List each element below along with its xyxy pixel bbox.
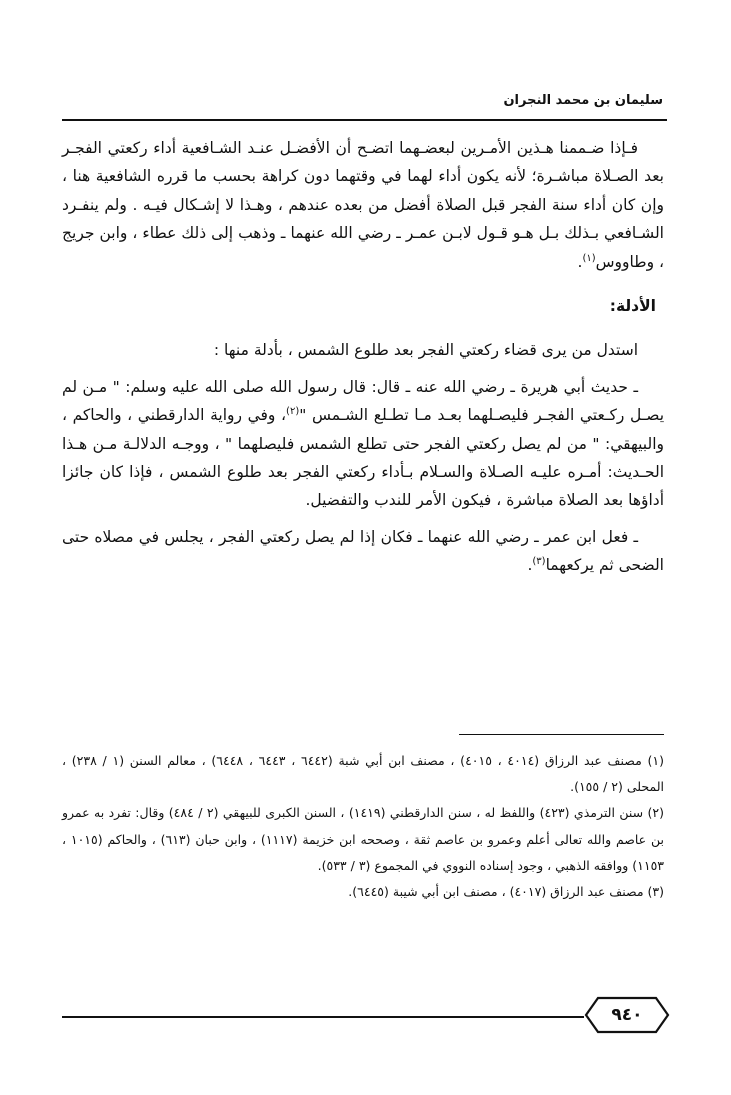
page-number: ٩٤٠ [611, 1005, 643, 1025]
paragraph-end: . [527, 556, 533, 575]
section-heading-evidence: الأدلة: [609, 297, 656, 316]
header-divider [62, 119, 667, 121]
footnote-ref-3: (٣) [532, 556, 546, 568]
paragraph-evidence-intro: استدل من يرى قضاء ركعتي الفجر بعد طلوع الشمس ، بأدلة منها : [213, 341, 638, 360]
paragraph-text: ـ حديث أبي هريرة ـ رضي الله عنه ـ قال: قال رسول الله صلى الله عليه وسلم: " مـن لم يصـل ركـعتي الفجـر فليصـلهما بعـد مـا تطـلع الشـمس " [62, 377, 665, 425]
main-text [62, 134, 664, 580]
footnote-ref-1: (١) [582, 252, 596, 264]
footnote-3: (٣) مصنف عبد الرزاق (٤٠١٧) ، مصنف ابن أبي شيبة (٦٤٤٥). [348, 884, 664, 900]
paragraph-ibn-umar-action [62, 523, 664, 580]
paragraph-shafii-view [62, 134, 664, 276]
paragraph-end: . [577, 252, 583, 271]
paragraph-text: ـ فعل ابن عمر ـ رضي الله عنهما ـ فكان إذا لم يصل ركعتي الفجر ، يجلس في مصلاه حتى الضحى ثم يركعهما [62, 527, 664, 575]
paragraph-text: فـإذا ضـممنا هـذين الأمـرين لبعضـهما اتضـح أن الأفضـل عنـد الشـافعية أداء ركعتي الفجـر بعد الصـلاة مباشـرة؛ لأنه يكون أداء لهما في وقتهما دون كراهة بحسب ما قرره الشافعية هنا ، وإن كان أداء سنة الفجر قبل الصلاة أفضل من بعده عندهم ، وهـذا لا إشـكال فيـه . ولم ينفـرد الشـافعي بـذلك بـل هـو قـول لابـن عمـر ـ رضي الله عنهما ـ وذهب إلى ذلك عطاء ، وابن جريج ، وطاووس [62, 139, 664, 271]
footer-divider [62, 1016, 584, 1018]
paragraph-hadith-abu-hurayra [62, 373, 664, 515]
page-number-badge [584, 996, 670, 1034]
running-header-author: سليمان بن محمد النجران [503, 93, 663, 108]
footnote-separator [459, 734, 664, 735]
footnotes [62, 748, 664, 905]
paragraph-text-continued: ، وفي رواية الدارقطني ، والحاكم ، والبيهقي: " من لم يصل ركعتي الفجر حتى تطلع الشمس فليصلهما " ، ووجـه الدلالـة مـن هـذا الحـديث: أمـره عليـه الصـلاة والسـلام بـأداء ركعتي الفجر بعد طلوع الشمس ، فإذا كان جائزا أداؤها بعد الصلاة مباشرة ، فيكون الأمر للندب والتفضيل. [62, 406, 664, 510]
footnote-2: (٢) سنن الترمذي (٤٢٣) واللفظ له ، سنن الدارقطني (١٤١٩) ، السنن الكبرى للبيهقي (٢ / ٤٨٤) وقال: تفرد به عمرو بن عاصم والله تعالى أعلم وعمرو بن عاصم ثقة ، وصححه ابن خزيمة (١١١٧) ، وابن حبان (٦١٣) ، والحاكم (١٠١٥ ، ١١٥٣) ووافقه الذهبي ، وجود إسناده النووي في المجموع (٣ / ٥٣٣). [62, 805, 664, 873]
footnote-1: (١) مصنف عبد الرزاق (٤٠١٤ ، ٤٠١٥) ، مصنف ابن أبي شبة (٦٤٤٢ ، ٦٤٤٣ ، ٦٤٤٨) ، معالم السنن (١ / ٢٣٨) ، المحلى (٢ / ١٥٥). [62, 753, 664, 795]
footnote-ref-2: (٢) [286, 406, 300, 418]
